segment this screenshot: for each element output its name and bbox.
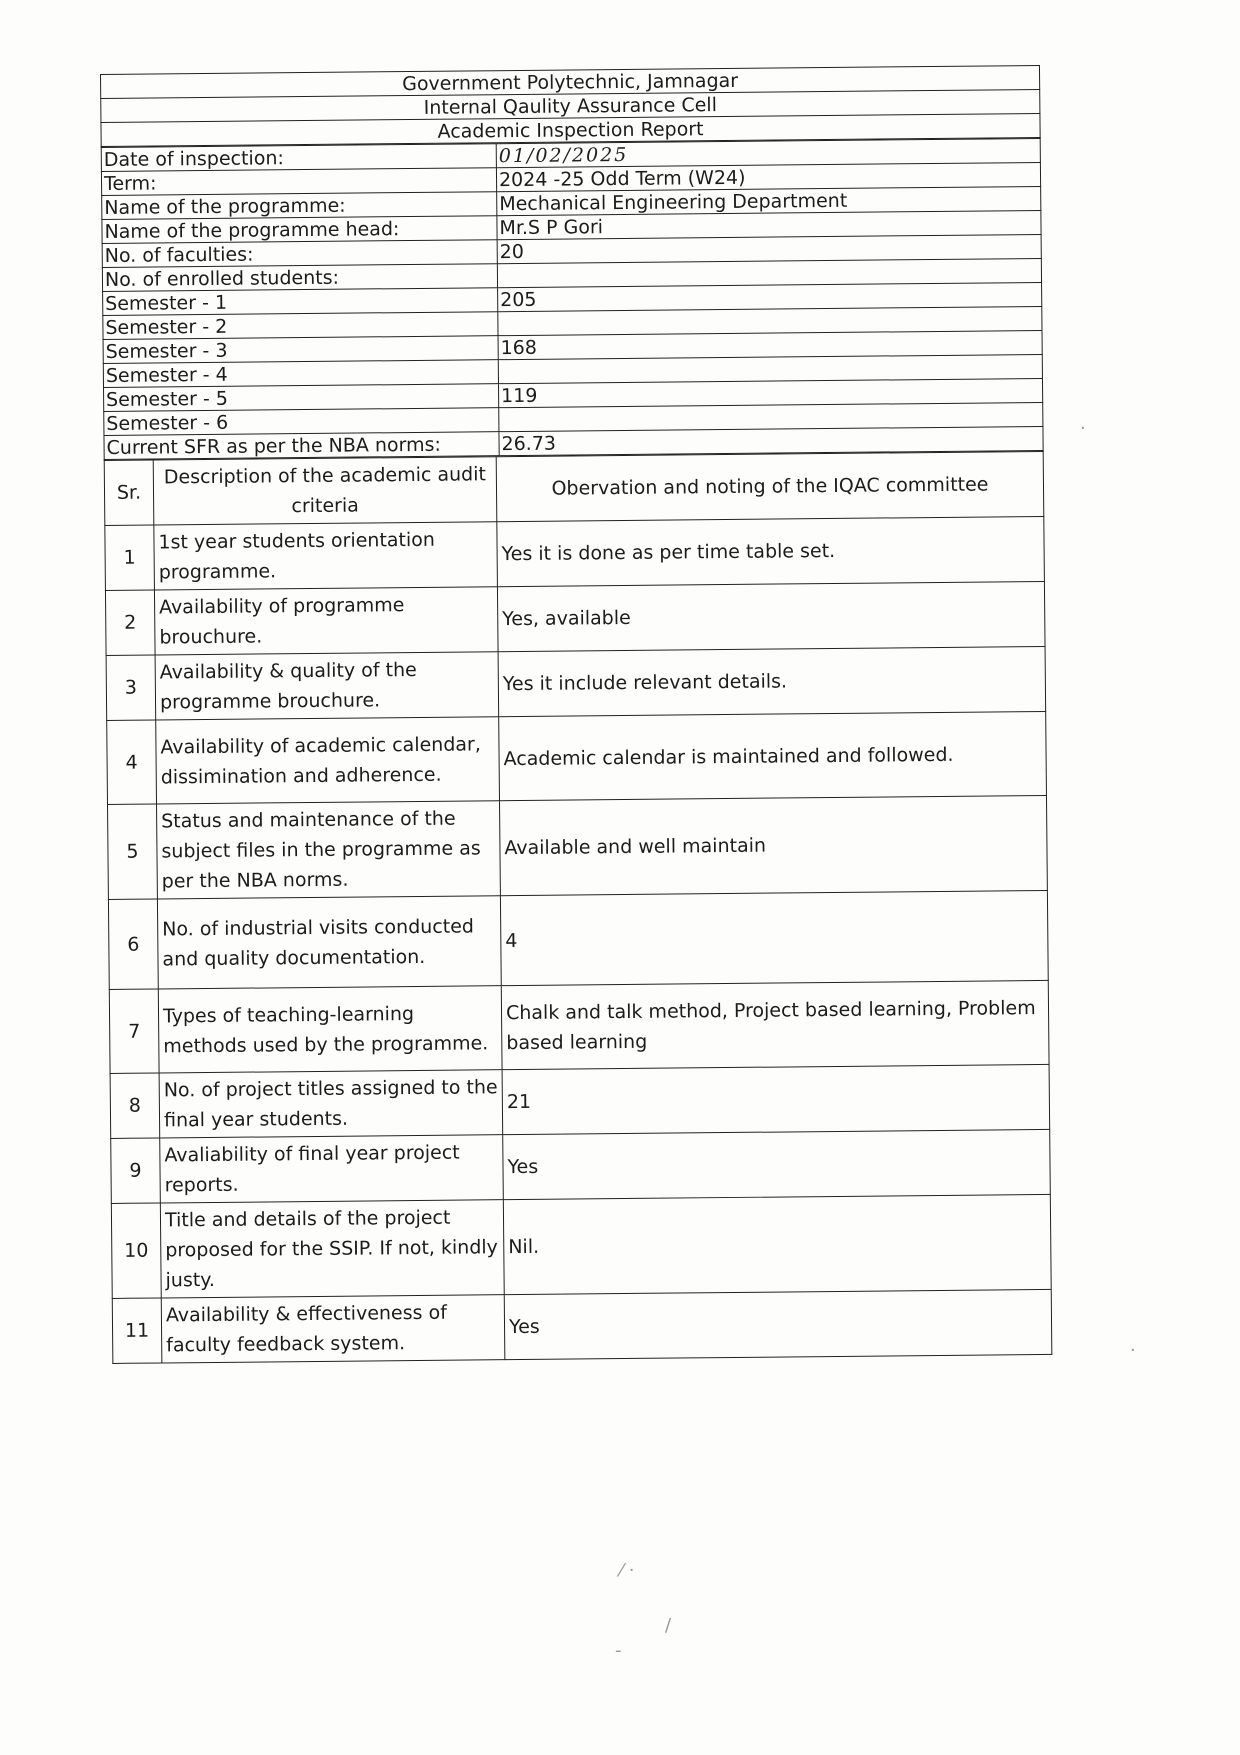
inspection-report-sheet	[100, 65, 1052, 1364]
table-row	[112, 1289, 1052, 1363]
row-description: Avaliability of final year project reports.	[160, 1135, 504, 1203]
report-title: Academic Inspection Report	[101, 113, 1040, 146]
row-description: Availability of academic calendar, dissimination and adherence.	[156, 717, 500, 804]
row-description: Availability & quality of the programme brouchure.	[155, 652, 499, 720]
scan-artifact: ⁄ ·	[620, 1560, 635, 1581]
info-label: Semester - 6	[104, 408, 499, 436]
row-observation: Yes it is done as per time table set.	[497, 516, 1045, 586]
row-description: Types of teaching-learning methods used by the programme.	[158, 986, 502, 1073]
info-label: Semester - 5	[104, 384, 499, 412]
table-row	[111, 1129, 1051, 1203]
info-label: Semester - 3	[103, 336, 498, 364]
info-label: Name of the programme:	[102, 192, 497, 220]
info-value: Mr.S P Gori	[497, 210, 1041, 239]
table-row	[107, 711, 1047, 804]
info-label: Current SFR as per the NBA norms:	[104, 432, 499, 460]
info-value: 26.73	[499, 426, 1043, 455]
row-observation: Nil.	[503, 1194, 1051, 1294]
info-value: 119	[498, 378, 1042, 407]
column-header-description: Description of the academic audit criteria	[153, 457, 497, 525]
row-description: No. of project titles assigned to the final year students.	[159, 1070, 503, 1138]
audit-header-row	[104, 451, 1044, 525]
row-sr: 7	[109, 989, 159, 1073]
row-sr: 2	[105, 590, 155, 655]
column-header-sr: Sr.	[104, 460, 154, 525]
row-description: No. of industrial visits conducted and quality documentation.	[157, 896, 501, 989]
scan-artifact: ·	[1130, 1340, 1136, 1361]
row-sr: 1	[105, 525, 155, 590]
row-sr: 10	[111, 1203, 161, 1298]
info-value: 20	[497, 234, 1041, 263]
row-description: Status and maintenance of the subject files in the programme as per the NBA norms.	[157, 801, 501, 899]
scan-artifact: /	[665, 1615, 672, 1636]
scan-artifact: -	[615, 1640, 622, 1661]
report-header	[100, 65, 1041, 147]
column-header-observation: Obervation and noting of the IQAC committee	[496, 451, 1044, 521]
row-sr: 8	[110, 1073, 160, 1138]
info-label: Semester - 4	[103, 360, 498, 388]
row-sr: 9	[111, 1138, 161, 1203]
info-label: Term:	[101, 168, 496, 196]
row-observation: 4	[500, 890, 1048, 985]
info-label: Semester - 2	[103, 312, 498, 340]
table-row	[105, 581, 1045, 655]
row-sr: 5	[108, 804, 158, 899]
row-observation: Yes	[504, 1289, 1052, 1359]
row-observation: Available and well maintain	[499, 795, 1047, 895]
row-sr: 4	[107, 720, 157, 804]
row-description: Availability of programme brouchure.	[154, 587, 498, 655]
info-value: 168	[498, 330, 1042, 359]
row-sr: 3	[106, 655, 156, 720]
table-row	[108, 795, 1048, 899]
table-row	[110, 1064, 1050, 1138]
row-description: Availability & effectiveness of faculty feedback system.	[161, 1295, 505, 1363]
scan-artifact: ·	[1080, 418, 1086, 439]
row-observation: Academic calendar is maintained and followed.	[499, 711, 1047, 800]
row-description: Title and details of the project proposed for the SSIP. If not, kindly justy.	[160, 1200, 504, 1298]
row-observation: Yes, available	[497, 581, 1045, 651]
info-label: No. of enrolled students:	[102, 264, 497, 292]
info-label: Name of the programme head:	[102, 216, 497, 244]
info-label: Date of inspection:	[101, 144, 496, 172]
table-row	[105, 516, 1045, 590]
row-observation: Yes it include relevant details.	[498, 646, 1046, 716]
institute-name: Government Polytechnic, Jamnagar	[101, 65, 1040, 98]
programme-info-table	[101, 138, 1044, 460]
info-value: 205	[498, 282, 1042, 311]
table-row	[106, 646, 1046, 720]
table-row	[109, 980, 1049, 1073]
inspection-date-handwritten: 01/02/2025	[496, 138, 1040, 167]
row-sr: 11	[112, 1298, 162, 1363]
info-value: Mechanical Engineering Department	[497, 186, 1041, 215]
row-sr: 6	[108, 899, 158, 989]
table-row	[111, 1194, 1051, 1298]
info-value: 2024 -25 Odd Term (W24)	[496, 162, 1040, 191]
row-description: 1st year students orientation programme.	[154, 522, 498, 590]
audit-criteria-table	[104, 451, 1053, 1364]
table-row	[108, 890, 1048, 989]
info-label: Semester - 1	[103, 288, 498, 316]
info-label: No. of faculties:	[102, 240, 497, 268]
row-observation: Chalk and talk method, Project based learning, Problem based learning	[501, 980, 1049, 1069]
row-observation: Yes	[503, 1129, 1051, 1199]
cell-name: Internal Qaulity Assurance Cell	[101, 89, 1040, 122]
row-observation: 21	[502, 1064, 1050, 1134]
